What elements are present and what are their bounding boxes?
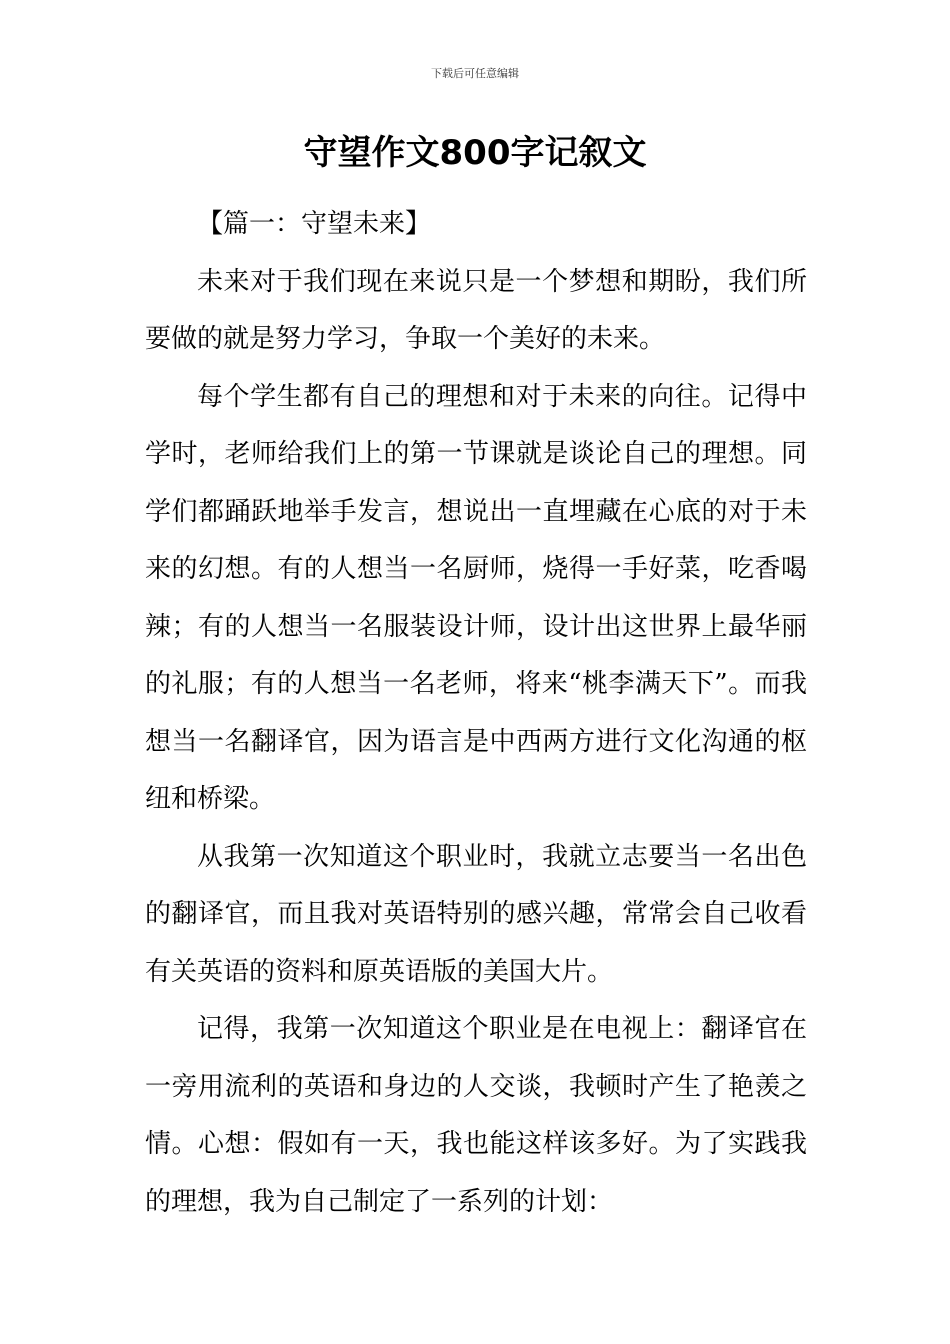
paragraph-2: 每个学生都有自己的理想和对于未来的向往。记得中学时，老师给我们上的第一节课就是谈论自己的理想。同学们都踊跃地举手发言，想说出一直埋藏在心底的对于未来的幻想。有的人想当一名厨师，烧得一手好菜，吃香喝辣；有的人想当一名服装设计师，设计出这世界上最华丽的礼服；有的人想当一名老师，将来“桃李满天下”。而我想当一名翻译官，因为语言是中西两方进行文化沟通的枢纽和桥梁。 xyxy=(145,381,807,814)
section-heading: 【篇一：守望未来】 xyxy=(197,209,432,239)
page-title: 守望作文800字记叙文 xyxy=(303,133,647,173)
header-note: 下载后可任意编辑 xyxy=(431,67,519,80)
document-body xyxy=(145,196,807,1231)
paragraph-1: 未来对于我们现在来说只是一个梦想和期盼，我们所要做的就是努力学习，争取一个美好的未来。 xyxy=(145,266,807,354)
paragraph-4: 记得，我第一次知道这个职业是在电视上：翻译官在一旁用流利的英语和身边的人交谈，我顿时产生了艳羡之情。心想：假如有一天，我也能这样该多好。为了实践我的理想，我为自己制定了一系列的计划： xyxy=(145,1014,807,1217)
paragraph-3: 从我第一次知道这个职业时，我就立志要当一名出色的翻译官，而且我对英语特别的感兴趣，常常会自己收看有关英语的资料和原英语版的美国大片。 xyxy=(145,841,807,987)
